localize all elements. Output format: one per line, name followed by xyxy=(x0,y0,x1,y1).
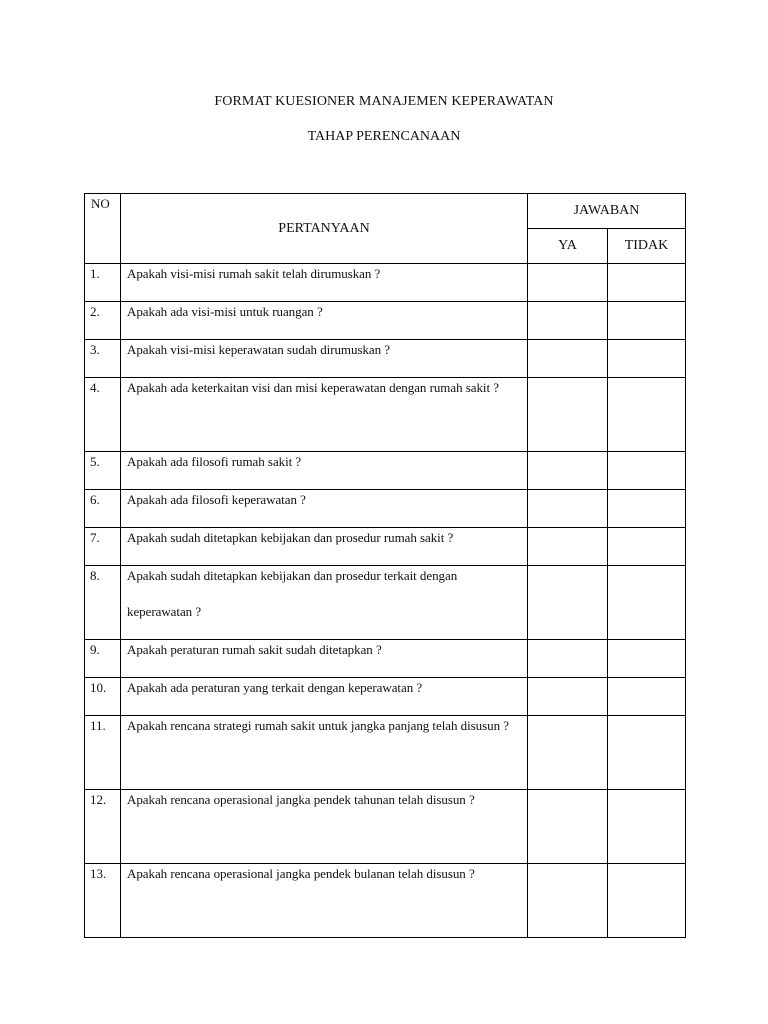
row-number: 1. xyxy=(85,264,121,302)
question-text: Apakah ada filosofi keperawatan ? xyxy=(127,492,306,507)
answer-no-cell[interactable] xyxy=(608,864,686,938)
document-subtitle: TAHAP PERENCANAAN xyxy=(307,129,461,144)
document-title: FORMAT KUESIONER MANAJEMEN KEPERAWATAN xyxy=(214,94,554,109)
table-row xyxy=(85,790,686,864)
header-no-answer: TIDAK xyxy=(608,229,686,264)
answer-no-cell[interactable] xyxy=(608,340,686,378)
row-number: 4. xyxy=(85,378,121,452)
row-question xyxy=(121,378,528,452)
question-text: Apakah sudah ditetapkan kebijakan dan prosedur rumah sakit ? xyxy=(127,530,454,545)
question-text: Apakah rencana operasional jangka pendek tahunan telah disusun ? xyxy=(127,792,475,807)
table-row xyxy=(85,864,686,938)
row-number: 11. xyxy=(85,716,121,790)
answer-yes-cell[interactable] xyxy=(528,716,608,790)
question-text: Apakah ada visi-misi untuk ruangan ? xyxy=(127,304,323,319)
answer-no-cell[interactable] xyxy=(608,378,686,452)
answer-yes-cell[interactable] xyxy=(528,566,608,640)
row-number: 5. xyxy=(85,452,121,490)
header-no: NO xyxy=(85,194,121,264)
answer-no-cell[interactable] xyxy=(608,716,686,790)
question-text: Apakah rencana strategi rumah sakit untuk jangka panjang telah disusun ? xyxy=(127,718,509,733)
question-text: Apakah ada filosofi rumah sakit ? xyxy=(127,454,302,469)
question-text: Apakah peraturan rumah sakit sudah ditetapkan ? xyxy=(127,642,382,657)
row-question xyxy=(121,566,528,640)
row-number: 2. xyxy=(85,302,121,340)
question-text: Apakah visi-misi keperawatan sudah dirumuskan ? xyxy=(127,342,390,357)
question-text: Apakah ada peraturan yang terkait dengan keperawatan ? xyxy=(127,680,423,695)
table-row xyxy=(85,566,686,640)
row-number: 7. xyxy=(85,528,121,566)
table-row xyxy=(85,716,686,790)
answer-no-cell[interactable] xyxy=(608,452,686,490)
questionnaire-table xyxy=(84,193,686,938)
row-question xyxy=(121,864,528,938)
row-number: 10. xyxy=(85,678,121,716)
answer-yes-cell[interactable] xyxy=(528,340,608,378)
header-yes: YA xyxy=(528,229,608,264)
answer-yes-cell[interactable] xyxy=(528,528,608,566)
answer-yes-cell[interactable] xyxy=(528,678,608,716)
answer-no-cell[interactable] xyxy=(608,528,686,566)
answer-no-cell[interactable] xyxy=(608,790,686,864)
answer-yes-cell[interactable] xyxy=(528,490,608,528)
question-text: Apakah sudah ditetapkan kebijakan dan prosedur terkait dengan keperawatan ? xyxy=(127,568,458,619)
row-question xyxy=(121,716,528,790)
row-number: 9. xyxy=(85,640,121,678)
answer-yes-cell[interactable] xyxy=(528,864,608,938)
header-row xyxy=(85,194,686,229)
row-number: 3. xyxy=(85,340,121,378)
answer-no-cell[interactable] xyxy=(608,264,686,302)
answer-no-cell[interactable] xyxy=(608,566,686,640)
header-answer: JAWABAN xyxy=(528,194,686,229)
question-text: Apakah visi-misi rumah sakit telah dirumuskan ? xyxy=(127,266,381,281)
row-number: 6. xyxy=(85,490,121,528)
answer-yes-cell[interactable] xyxy=(528,264,608,302)
header-question: PERTANYAAN xyxy=(121,194,528,264)
row-number: 8. xyxy=(85,566,121,640)
question-text: Apakah rencana operasional jangka pendek bulanan telah disusun ? xyxy=(127,866,475,881)
answer-yes-cell[interactable] xyxy=(528,378,608,452)
answer-no-cell[interactable] xyxy=(608,678,686,716)
answer-no-cell[interactable] xyxy=(608,302,686,340)
answer-no-cell[interactable] xyxy=(608,490,686,528)
answer-yes-cell[interactable] xyxy=(528,452,608,490)
row-number: 13. xyxy=(85,864,121,938)
table-row xyxy=(85,378,686,452)
answer-yes-cell[interactable] xyxy=(528,640,608,678)
answer-yes-cell[interactable] xyxy=(528,790,608,864)
row-number: 12. xyxy=(85,790,121,864)
question-text: Apakah ada keterkaitan visi dan misi keperawatan dengan rumah sakit ? xyxy=(127,380,499,395)
answer-no-cell[interactable] xyxy=(608,640,686,678)
row-question xyxy=(121,790,528,864)
answer-yes-cell[interactable] xyxy=(528,302,608,340)
